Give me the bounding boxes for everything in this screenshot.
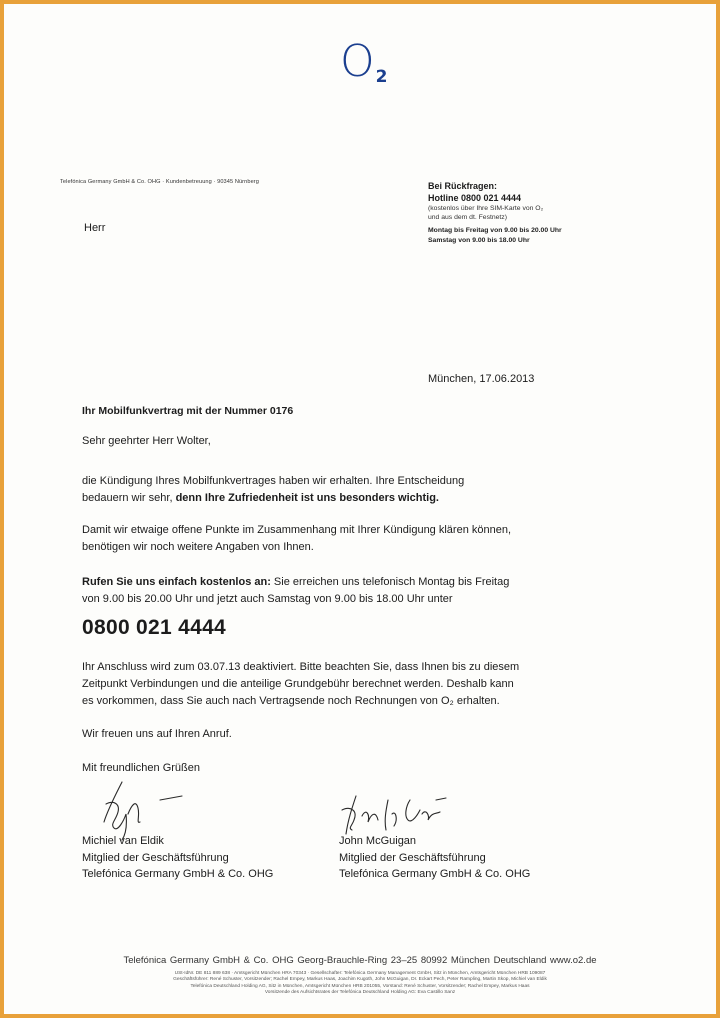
call-prompt: Rufen Sie uns einfach kostenlos an: bbox=[82, 576, 271, 588]
footer-address: Telefónica Germany GmbH & Co. OHG Georg-Brauchle-Ring 23–25 80992 München Deutschland www.o2.de bbox=[123, 955, 597, 966]
signatory-1-company: Telefónica Germany GmbH & Co. OHG bbox=[82, 868, 274, 880]
signatory-2 bbox=[339, 833, 530, 883]
emphasis-text: denn Ihre Zufriedenheit ist uns besonders wichtig. bbox=[175, 492, 439, 504]
closing: Mit freundlichen Grüßen bbox=[82, 762, 200, 774]
signatory-1 bbox=[82, 833, 273, 883]
addressee: Herr bbox=[84, 222, 106, 234]
contact-note-1: (kostenlos über Ihre SIM-Karte von O₂ bbox=[428, 205, 544, 212]
salutation: Sehr geehrter Herr Wolter, bbox=[82, 435, 211, 447]
signatory-2-company: Telefónica Germany GmbH & Co. OHG bbox=[339, 868, 531, 880]
o2-logo: O2 bbox=[340, 36, 388, 87]
contact-heading: Bei Rückfragen: bbox=[428, 181, 498, 191]
letter-date: München, 17.06.2013 bbox=[428, 373, 535, 385]
contact-box bbox=[428, 180, 562, 246]
signatory-1-role: Mitglied der Geschäftsführung bbox=[82, 851, 229, 864]
signatory-2-name: John McGuigan bbox=[339, 835, 417, 847]
letter-page bbox=[4, 4, 716, 1014]
sender-return-address: Telefónica Germany GmbH & Co. OHG · Kundenbetreuung · 90345 Nürnberg bbox=[60, 179, 259, 185]
contact-hotline: Hotline 0800 021 4444 bbox=[428, 193, 522, 203]
paragraph-3: Rufen Sie uns einfach kostenlos an: Sie erreichen uns telefonisch Montag bis Freitag von 9.00 bis 20.00 Uhr und jetzt auch Samstag von 9.00 bis 18.00 Uhr unter bbox=[82, 576, 510, 605]
contact-hours-saturday: Samstag von 9.00 bis 18.00 Uhr bbox=[428, 237, 530, 244]
footer-legal: USt-IdNr. DE 811 889 638 · Amtsgericht München HRA 70343 · Gesellschafter: Telefónica Germany Management GmbH, Sitz in München, Amtsgericht München HRB 109087 Geschäftsführer: René Schuster, Vorsitzender; Rachel Empey, Markus Haas, Joachim Kugoth, John McGuigan, Dr. Eckart Pech, Peter Rampling, Martin Skop, Michiel van Eldik Telefónica Deutschland Holding AG, Sitz in München, Amtsgericht München HRB 201055, Vorstand: René Schuster, Vorsitzender; Rachel Empey, Markus Haas Vorsitzende des Aufsichtsrates der Telefónica Deutschland Holding AG: Eva Castillo Sanz bbox=[173, 971, 547, 996]
signatory-2-role: Mitglied der Geschäftsführung bbox=[339, 851, 486, 864]
signatory-1-name: Michiel van Eldik bbox=[82, 835, 164, 847]
paragraph-1: die Kündigung Ihres Mobilfunkvertrages haben wir erhalten. Ihre Entscheidung bedauern wir sehr, denn Ihre Zufriedenheit ist uns besonders wichtig. bbox=[82, 475, 465, 504]
paragraph-2: Damit wir etwaige offene Punkte im Zusammenhang mit Ihrer Kündigung klären können, benötigen wir noch weitere Angaben von Ihnen. bbox=[82, 524, 512, 553]
letter-subject: Ihr Mobilfunkvertrag mit der Nummer 0176 bbox=[82, 405, 294, 417]
paragraph-4: Ihr Anschluss wird zum 03.07.13 deaktiviert. Bitte beachten Sie, dass Ihnen bis zu diesem Zeitpunkt Verbindungen und die anteilige Grundgebühr berechnet werden. Deshalb kann es vorkommen, dass Sie auch nach Vertragsende noch Rechnungen von O₂ erhalten. bbox=[82, 661, 520, 707]
paragraph-5: Wir freuen uns auf Ihren Anruf. bbox=[82, 728, 232, 740]
hotline-number: 0800 021 4444 bbox=[82, 616, 227, 639]
contact-note-2: und aus dem dt. Festnetz) bbox=[428, 214, 507, 221]
contact-hours-weekday: Montag bis Freitag von 9.00 bis 20.00 Uhr bbox=[428, 227, 562, 234]
